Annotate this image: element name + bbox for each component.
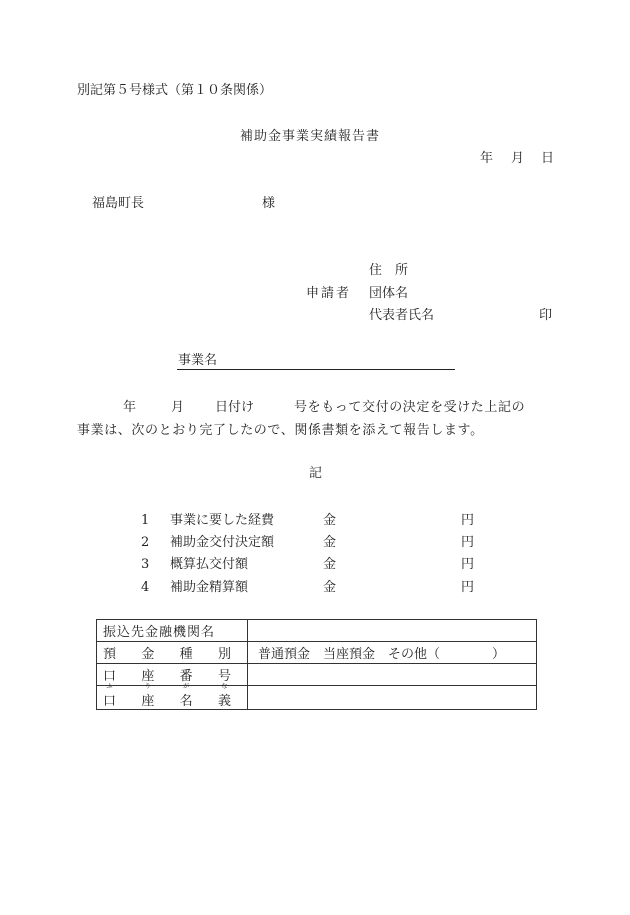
seal-mark: 印 [539, 308, 553, 323]
item-number: 1 [141, 513, 150, 528]
item-kin: 金 [323, 535, 337, 550]
account-name-label: ふ 口 り 座 が 名 な 義 [97, 686, 248, 710]
table-row [97, 642, 537, 664]
item-yen: 円 [461, 535, 475, 550]
body-line1-rest: 号をもって交付の決定を受けた上記の [294, 400, 526, 415]
addressee-name: 福島町長 [92, 196, 145, 211]
representative-label: 代表者氏名 [369, 308, 435, 323]
body-year: 年 [123, 400, 137, 415]
organization-label: 団体名 [369, 286, 409, 301]
item-label: 補助金精算額 [170, 580, 249, 595]
item-label: 事業に要した経費 [170, 513, 275, 528]
item-number: 4 [141, 580, 150, 595]
project-name-underline [177, 369, 455, 370]
body-date-suffix: 日付け [215, 400, 255, 415]
date-year: 年 [480, 151, 494, 166]
item-kin: 金 [323, 580, 337, 595]
date-month: 月 [511, 151, 525, 166]
bank-name-label: 振込先金融機関名 [97, 620, 248, 642]
project-name-label: 事業名 [178, 353, 218, 368]
applicant-role: 申請者 [306, 286, 352, 301]
body-month: 月 [171, 400, 185, 415]
item-yen: 円 [461, 513, 475, 528]
form-label: 別記第５号様式（第１０条関係） [77, 83, 273, 98]
item-label: 補助金交付決定額 [170, 535, 275, 550]
deposit-type-options[interactable]: 普通預金 当座預金 その他（ ） [248, 642, 537, 664]
bank-name-value[interactable] [248, 620, 537, 642]
table-row [97, 686, 537, 710]
item-yen: 円 [461, 580, 475, 595]
table-row [97, 664, 537, 686]
account-number-value[interactable] [248, 664, 537, 686]
item-label: 概算払交付額 [170, 557, 249, 572]
item-number: 2 [141, 535, 150, 550]
body-line2: 事業は、次のとおり完了したので、関係書類を添えて報告します。 [77, 423, 484, 438]
item-yen: 円 [461, 557, 475, 572]
deposit-type-label: 預 金 種 別 [97, 642, 248, 664]
ki-heading: 記 [309, 466, 323, 481]
date-day: 日 [541, 151, 555, 166]
address-label: 住 所 [369, 263, 409, 278]
item-kin: 金 [323, 557, 337, 572]
bank-transfer-table [96, 619, 537, 710]
item-kin: 金 [323, 513, 337, 528]
addressee-honorific: 様 [262, 196, 276, 211]
account-number-label: 口 座 番 号 [97, 664, 248, 686]
account-name-value[interactable] [248, 686, 537, 710]
table-row [97, 620, 537, 642]
document-title: 補助金事業実績報告書 [240, 129, 381, 144]
item-number: 3 [141, 557, 150, 572]
